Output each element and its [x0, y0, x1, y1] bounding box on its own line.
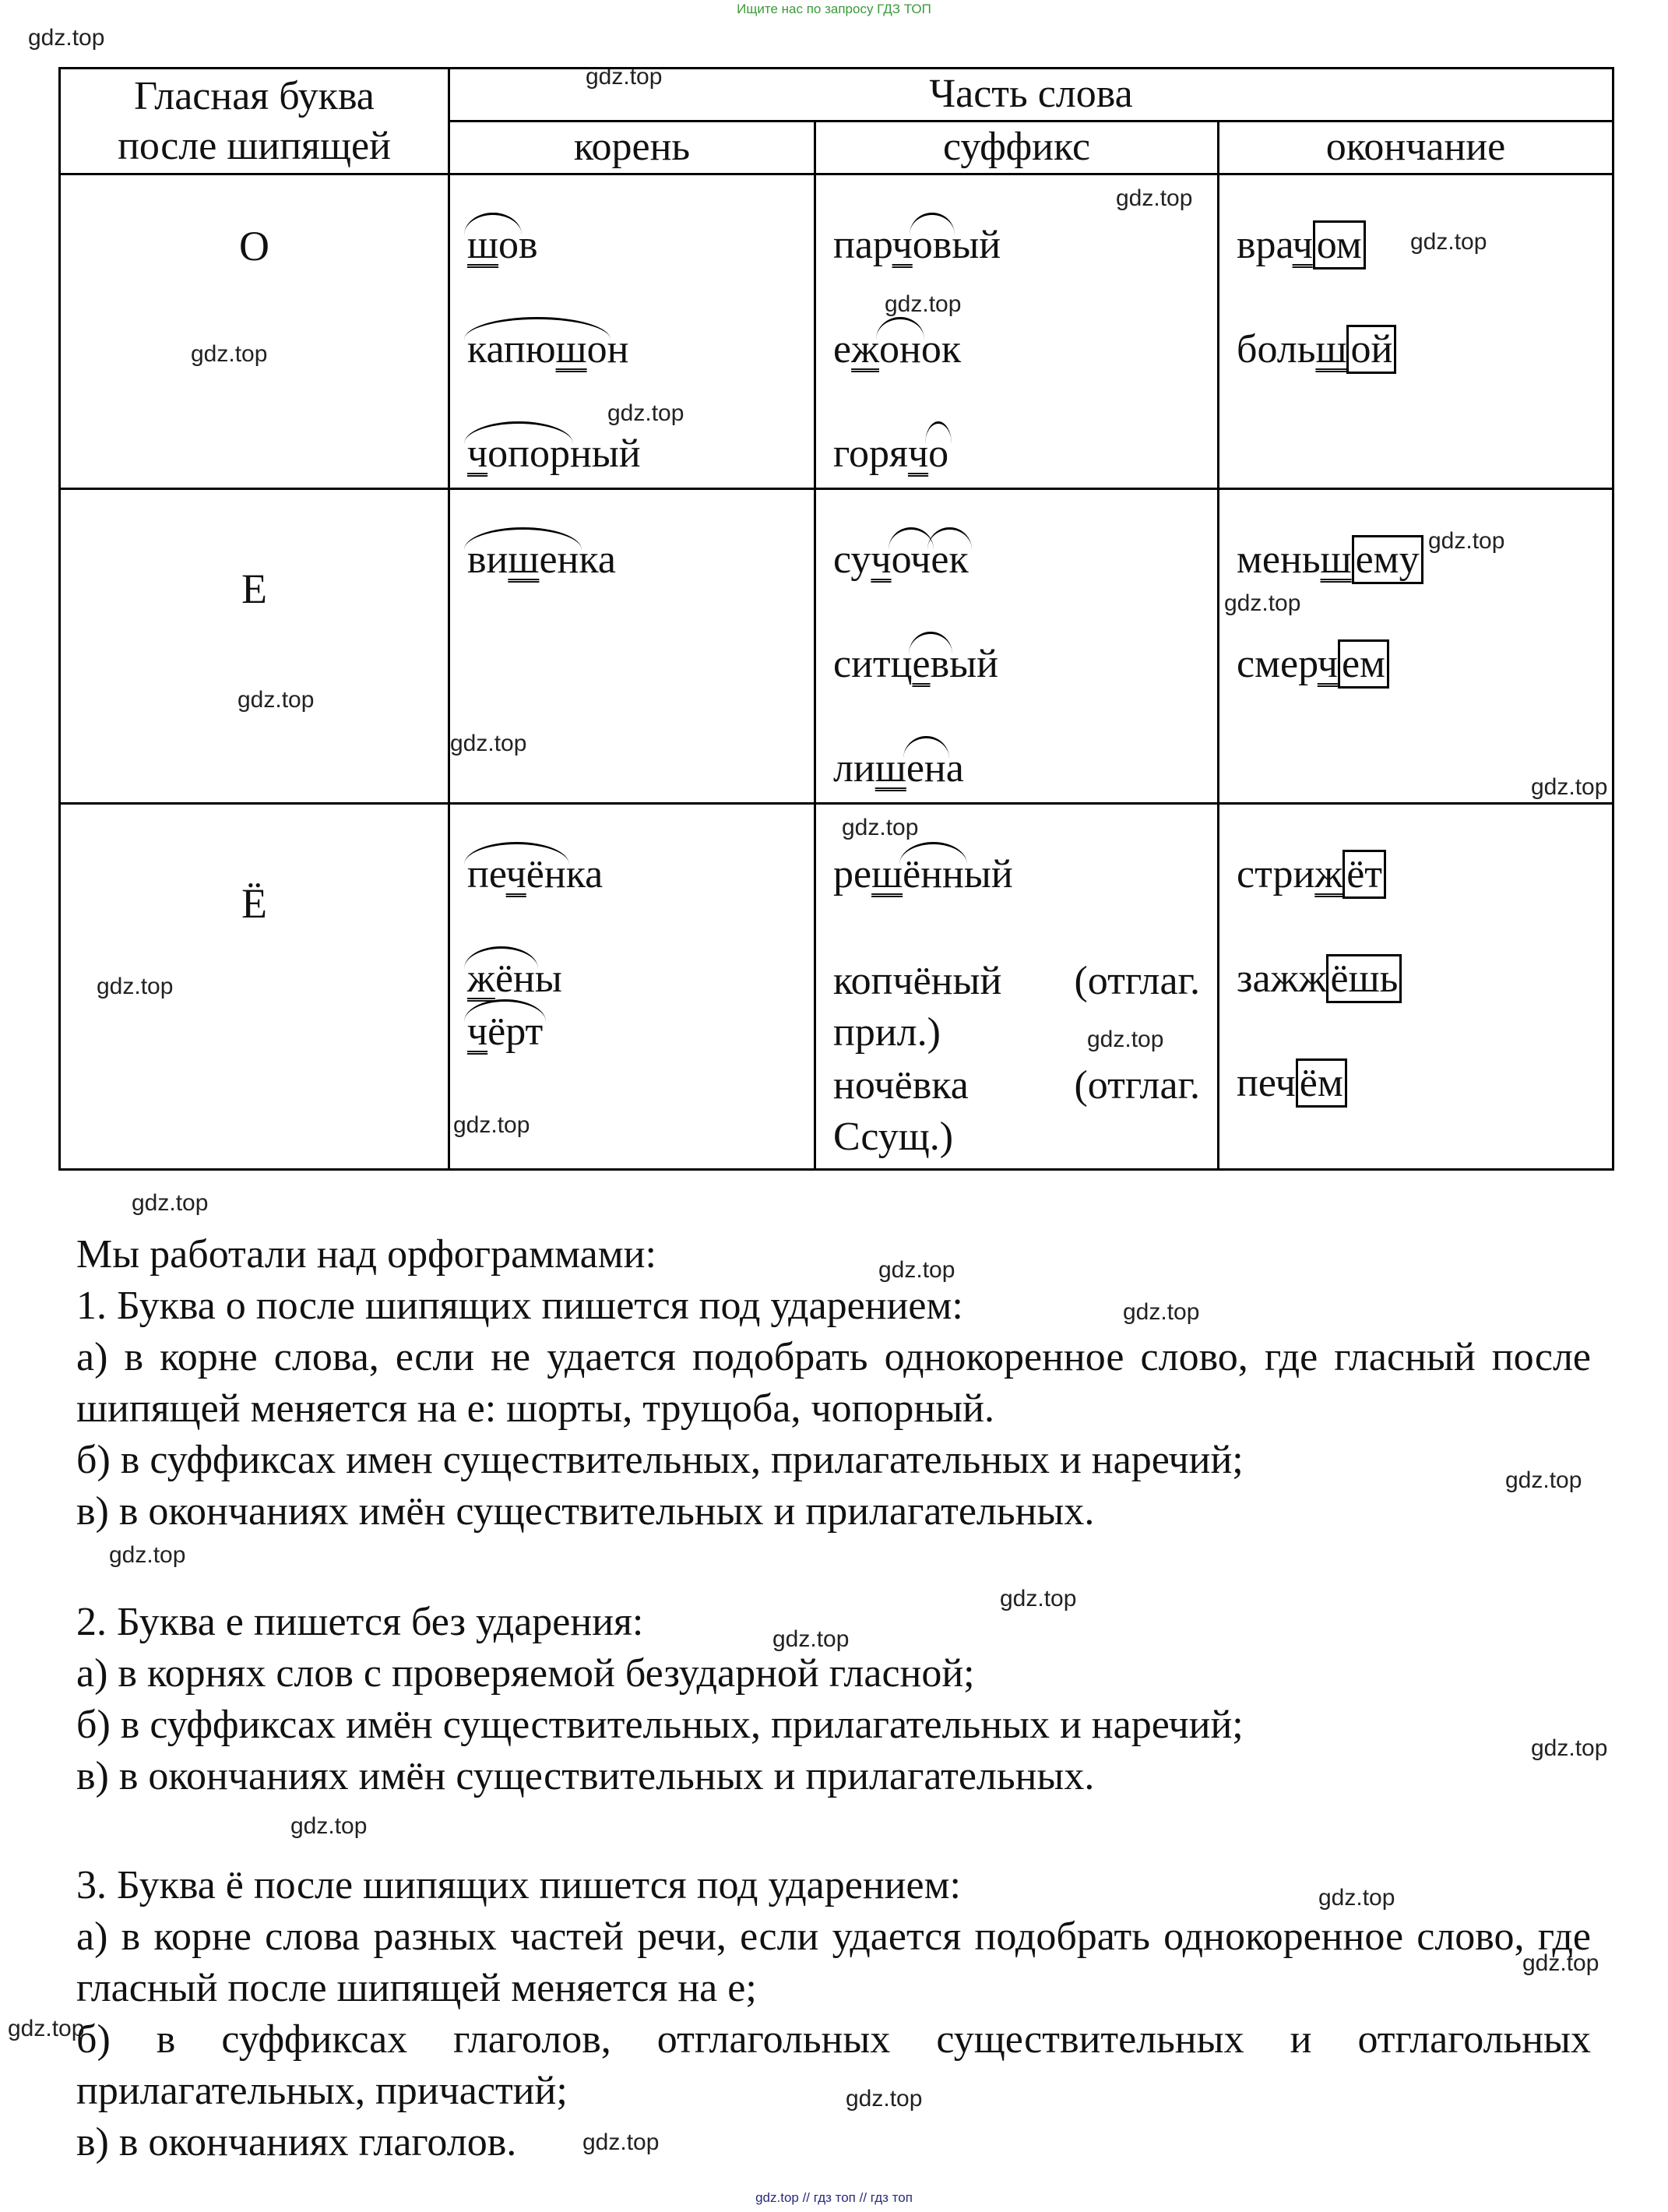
- watermark: gdz.top: [1224, 590, 1301, 616]
- rule3-a: а) в корне слова разных частей речи, если удается подобрать однокоренное слово, где гласный после шипящей меняется на е;: [76, 1914, 1591, 2010]
- watermark: gdz.top: [28, 25, 105, 51]
- watermark: gdz.top: [885, 291, 962, 317]
- spelling-table: [58, 67, 1614, 1171]
- row-letter: Е: [60, 489, 449, 804]
- word: врачом: [1237, 222, 1366, 268]
- word: большой: [1237, 326, 1396, 372]
- word: печём: [1237, 1060, 1347, 1106]
- watermark: gdz.top: [8, 2016, 85, 2041]
- word: шов: [467, 223, 538, 267]
- row-letter: Ё: [60, 804, 449, 1170]
- watermark: gdz.top: [1087, 1027, 1164, 1052]
- header-root: корень: [449, 122, 815, 174]
- watermark: gdz.top: [607, 400, 684, 426]
- watermark: gdz.top: [1505, 1467, 1582, 1493]
- word: ежонок: [833, 327, 962, 372]
- word: парчовый: [833, 223, 1001, 267]
- suffix-cell: [815, 804, 1219, 1170]
- rules-section: [76, 1229, 1591, 1537]
- watermark: gdz.top: [1428, 528, 1505, 554]
- word: меньшему: [1237, 537, 1423, 583]
- suffix-cell: [815, 489, 1219, 804]
- word: ситцевый: [833, 642, 998, 686]
- watermark: gdz.top: [842, 815, 919, 840]
- watermark: gdz.top: [1123, 1299, 1200, 1325]
- watermark: gdz.top: [582, 2129, 660, 2155]
- watermark: gdz.top: [878, 1257, 955, 1283]
- watermark: gdz.top: [586, 64, 663, 90]
- suffix-cell: [815, 174, 1219, 489]
- table-row: [60, 804, 1613, 1170]
- watermark: gdz.top: [772, 1626, 850, 1652]
- word: зажжёшь: [1237, 956, 1402, 1002]
- watermark: gdz.top: [450, 731, 527, 756]
- rule2-title: 2. Буква е пишется без ударения:: [76, 1600, 644, 1644]
- header-part: Часть слова: [449, 69, 1613, 122]
- word: лишена: [833, 746, 964, 791]
- watermark: gdz.top: [290, 1813, 368, 1839]
- watermark: gdz.top: [191, 341, 268, 367]
- word: сучочек: [833, 537, 969, 582]
- word: чёрт: [467, 1009, 544, 1054]
- header-ending: окончание: [1219, 122, 1613, 174]
- rule2-a: а) в корнях слов с проверяемой безударной гласной;: [76, 1651, 975, 1696]
- root-cell: [449, 804, 815, 1170]
- rule1-title: 1. Буква о после шипящих пишется под ударением:: [76, 1284, 963, 1328]
- root-cell: [449, 174, 815, 489]
- word: жёны: [467, 956, 562, 1001]
- bottom-note: gdz.top // гдз топ // гдз топ: [755, 2190, 913, 2205]
- intro: Мы работали над орфограммами:: [76, 1232, 656, 1277]
- rule1-b: б) в суффиксах имен существительных, прилагательных и наречий;: [76, 1438, 1244, 1482]
- ending-cell: [1219, 804, 1613, 1170]
- rule3-c: в) в окончаниях глаголов.: [76, 2120, 517, 2164]
- rule3-b: б) в суффиксах глаголов, отглагольных существительных и отглагольных прилагательных, причастий;: [76, 2017, 1591, 2113]
- watermark: gdz.top: [1531, 1735, 1608, 1761]
- watermark: gdz.top: [1116, 185, 1193, 211]
- top-note: Ищите нас по запросу ГДЗ ТОП: [737, 2, 931, 16]
- word: ночёвка (отглаг. Ссущ.): [833, 1063, 1200, 1159]
- watermark: gdz.top: [1531, 774, 1608, 800]
- word: чопорный: [467, 431, 641, 476]
- word: копчёный (отглаг. прил.): [833, 959, 1200, 1055]
- ending-cell: [1219, 489, 1613, 804]
- watermark: gdz.top: [238, 687, 315, 713]
- watermark: gdz.top: [846, 2086, 923, 2112]
- watermark: gdz.top: [1522, 1950, 1599, 1976]
- rule2-c: в) в окончаниях имён существительных и прилагательных.: [76, 1754, 1095, 1798]
- word: смерчем: [1237, 641, 1389, 687]
- ending-cell: [1219, 174, 1613, 489]
- watermark: gdz.top: [1000, 1586, 1077, 1611]
- watermark: gdz.top: [1410, 229, 1487, 255]
- word: печёнка: [467, 852, 604, 896]
- rule1-a: а) в корне слова, если не удается подобрать однокоренное слово, где гласный после шипящей меняется на е: шорты, трущоба, чопорный.: [76, 1335, 1591, 1431]
- watermark: gdz.top: [132, 1190, 209, 1216]
- word: вишенка: [467, 537, 616, 582]
- watermark: gdz.top: [1318, 1885, 1395, 1911]
- watermark: gdz.top: [109, 1542, 186, 1568]
- word: горячо: [833, 431, 949, 476]
- root-cell: [449, 489, 815, 804]
- header-letter: Гласная буква после шипящей: [60, 69, 449, 174]
- word: капюшон: [467, 327, 629, 372]
- row-letter: О: [60, 174, 449, 489]
- table-row: [60, 174, 1613, 489]
- header-suffix: суффикс: [815, 122, 1219, 174]
- rule2-b: б) в суффиксах имён существительных, прилагательных и наречий;: [76, 1703, 1244, 1747]
- word: решённый: [833, 852, 1013, 896]
- rule1-c: в) в окончаниях имён существительных и прилагательных.: [76, 1489, 1095, 1534]
- rules-section: [76, 1597, 1591, 1802]
- table-row: [60, 489, 1613, 804]
- watermark: gdz.top: [453, 1112, 530, 1138]
- rule3-title: 3. Буква ё после шипящих пишется под ударением:: [76, 1863, 961, 1907]
- watermark: gdz.top: [97, 974, 174, 999]
- rules-section: [76, 1860, 1591, 2168]
- word: стрижёт: [1237, 851, 1386, 897]
